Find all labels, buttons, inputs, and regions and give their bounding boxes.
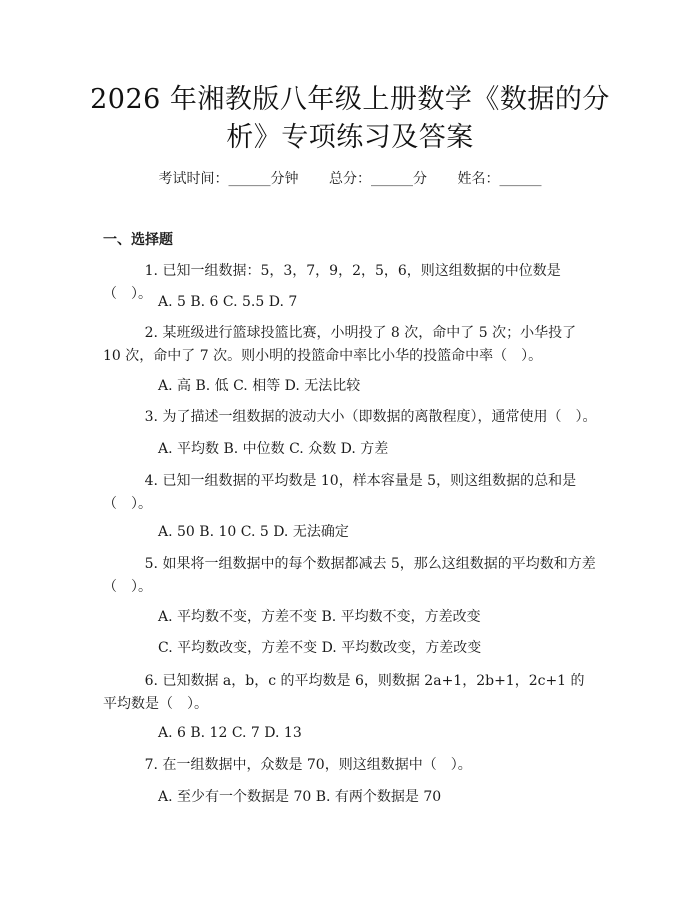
question-number: 3. (144, 409, 158, 425)
question-2-options: A. 高 B. 低 C. 相等 D. 无法比较 (158, 378, 361, 394)
question-4-options: A. 50 B. 10 C. 5 D. 无法确定 (158, 524, 349, 540)
question-number: 2. (144, 325, 158, 341)
exam-time-field: 考试时间：______分钟 (158, 171, 299, 187)
section-heading: 一、选择题 (103, 232, 173, 248)
question-number: 1. (144, 263, 158, 279)
question-3-options: A. 平均数 B. 中位数 C. 众数 D. 方差 (158, 441, 389, 457)
document-title-line-2: 析》专项练习及答案 (226, 122, 474, 153)
question-5-options-line-2: C. 平均数改变，方差不变 D. 平均数改变，方差改变 (158, 640, 482, 656)
question-1-options: A. 5 B. 6 C. 5.5 D. 7 (158, 294, 298, 310)
question-number: 5. (144, 556, 158, 572)
question-5 (103, 553, 598, 599)
question-text: 某班级进行篮球投篮比赛，小明投了 8 次，命中了 5 次；小华投了 10 次，命中了 7 次。则小明的投篮命中率比小华的投篮命中率（ ）。 (103, 325, 577, 364)
question-number: 6. (144, 673, 158, 689)
question-7-options: A. 至少有一个数据是 70 B. 有两个数据是 70 (158, 789, 442, 805)
document-title-line-1: 2026 年湘教版八年级上册数学《数据的分 (90, 84, 610, 115)
question-5-options-line-1: A. 平均数不变，方差不变 B. 平均数不变，方差改变 (158, 609, 481, 625)
question-text: 已知一组数据：5，3，7，9，2，5，6，则这组数据的中位数是（ ）。 (103, 263, 561, 302)
question-number: 7. (144, 757, 158, 773)
question-3 (103, 406, 598, 429)
question-text: 已知数据 a，b，c 的平均数是 6，则数据 2a+1，2b+1，2c+1 的平均数是（ ）。 (103, 673, 585, 712)
question-number: 4. (144, 473, 158, 489)
question-text: 在一组数据中，众数是 70，则这组数据中（ ）。 (162, 757, 472, 773)
question-text: 如果将一组数据中的每个数据都减去 5，那么这组数据的平均数和方差（ ）。 (103, 556, 596, 595)
exam-meta (0, 168, 700, 188)
question-text: 为了描述一组数据的波动大小（即数据的离散程度），通常使用（ ）。 (162, 409, 597, 425)
question-text: 已知一组数据的平均数是 10，样本容量是 5，则这组数据的总和是（ ）。 (103, 473, 577, 512)
question-4 (103, 470, 598, 516)
total-score-field: 总分：______分 (329, 171, 427, 187)
question-2 (103, 322, 598, 368)
student-name-field: 姓名：______ (457, 171, 542, 187)
question-6-options: A. 6 B. 12 C. 7 D. 13 (158, 725, 302, 741)
question-7 (103, 754, 598, 777)
question-6 (103, 670, 598, 716)
